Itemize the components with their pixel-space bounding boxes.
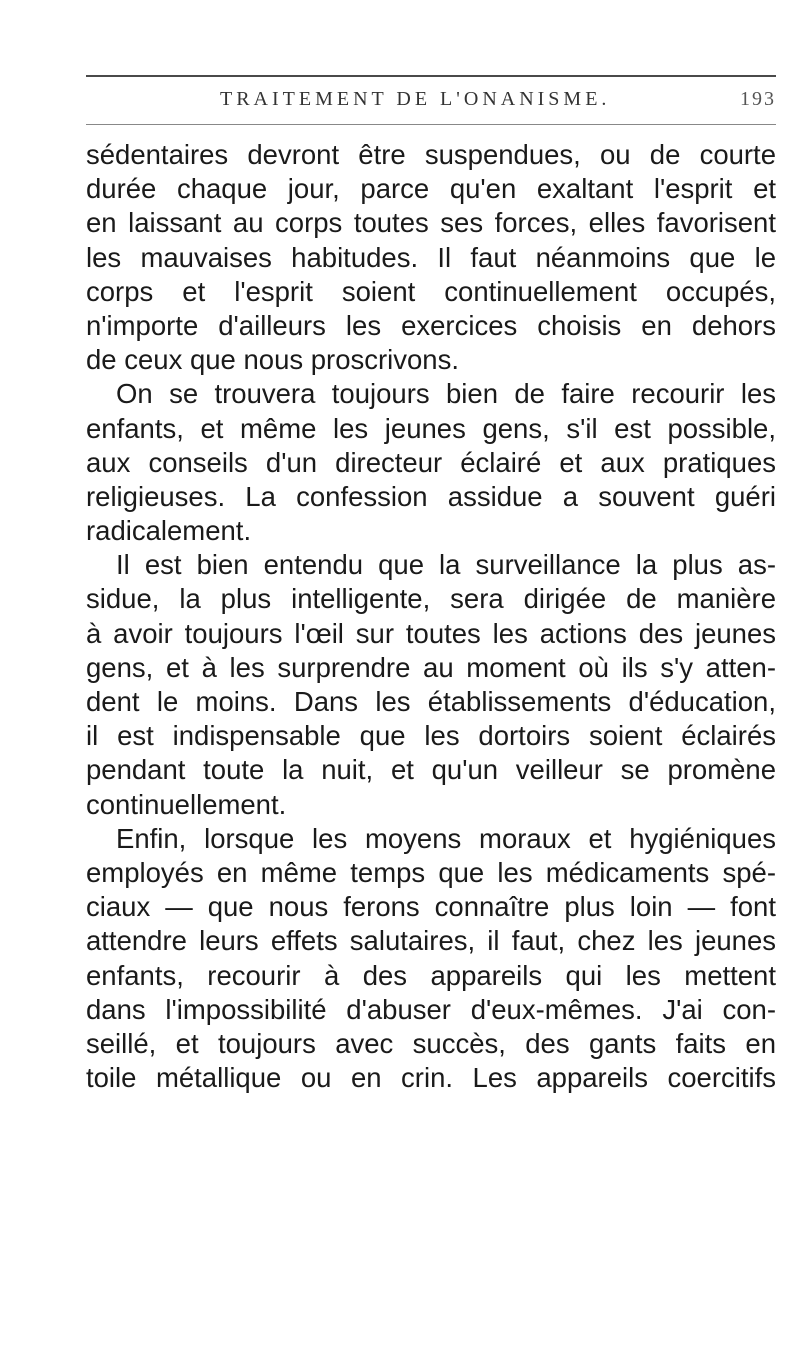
text-line: il est indispensable que les dortoirs soient éclairés [86, 720, 776, 752]
text-line: de ceux que nous proscrivons. [86, 344, 459, 376]
text-line: n'importe d'ailleurs les exercices choisis en dehors [86, 309, 776, 341]
text-line: seillé, et toujours avec succès, des gants faits en [86, 1027, 776, 1059]
text-line: radicalement. [86, 515, 252, 547]
page-header [86, 88, 776, 118]
text-line: à avoir toujours l'œil sur toutes les actions des jeunes [86, 617, 776, 649]
text-line: durée chaque jour, parce qu'en exaltant l'esprit et [86, 173, 776, 205]
text-line: Il est bien entendu que la surveillance la plus as- [116, 549, 776, 581]
text-line: attendre leurs effets salutaires, il faut, chez les jeunes [86, 925, 776, 957]
body-text [86, 138, 776, 1095]
text-line: sédentaires devront être suspendues, ou de courte [86, 139, 776, 170]
text-line: employés en même temps que les médicaments spé- [86, 856, 776, 888]
text-line: toile métallique ou en crin. Les appareils coercitifs [86, 1062, 776, 1094]
header-bottom-rule [86, 124, 776, 125]
text-line: corps et l'esprit soient continuellement occupés, [86, 275, 776, 307]
text-line: On se trouvera toujours bien de faire recourir les [116, 378, 776, 410]
text-line: continuellement. [86, 788, 287, 820]
text-line: enfants, et même les jeunes gens, s'il est possible, [86, 412, 776, 444]
running-head: TRAITEMENT DE L'ONANISME. [220, 88, 611, 110]
text-line: gens, et à les surprendre au moment où ils s'y atten- [86, 651, 776, 683]
text-line: sidue, la plus intelligente, sera dirigée de manière [86, 583, 776, 615]
text-line: les mauvaises habitudes. Il faut néanmoins que le [86, 241, 776, 273]
header-top-rule [86, 75, 776, 77]
text-line: ciaux — que nous ferons connaître plus loin — font [86, 891, 776, 923]
text-line: dans l'impossibilité d'abuser d'eux-mêmes. J'ai con- [86, 993, 776, 1025]
text-line: en laissant au corps toutes ses forces, elles favorisent [86, 207, 776, 239]
page-number: 193 [740, 88, 776, 110]
text-line: aux conseils d'un directeur éclairé et aux pratiques [86, 446, 776, 478]
text-line: Enfin, lorsque les moyens moraux et hygiéniques [116, 822, 776, 854]
text-line: enfants, recourir à des appareils qui les mettent [86, 959, 776, 991]
text-line: religieuses. La confession assidue a souvent guéri [86, 480, 776, 512]
text-line: pendant toute la nuit, et qu'un veilleur se promène [86, 754, 776, 786]
text-line: dent le moins. Dans les établissements d'éducation, [86, 686, 776, 717]
